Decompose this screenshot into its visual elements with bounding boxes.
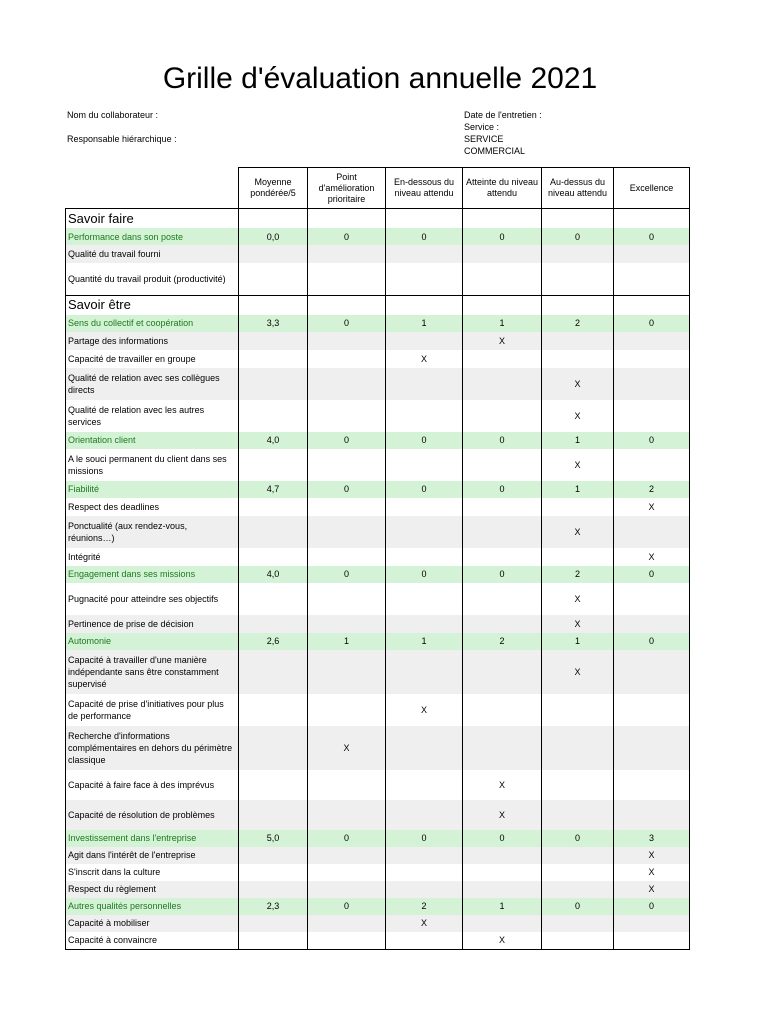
rating-cell: X xyxy=(386,350,463,368)
average-cell xyxy=(239,368,308,400)
rating-cell xyxy=(542,694,614,726)
rating-cell xyxy=(614,694,690,726)
criterion-row xyxy=(66,615,690,633)
header-row xyxy=(66,168,690,209)
criterion-row xyxy=(66,694,690,726)
col-header: Point d'amélioration prioritaire xyxy=(308,168,386,209)
average-cell: 4,0 xyxy=(239,432,308,449)
date-label: Date de l'entretien : xyxy=(464,110,542,120)
rating-cell xyxy=(386,449,463,481)
rating-cell: 0 xyxy=(614,633,690,650)
section-row xyxy=(66,295,690,315)
section-cell xyxy=(614,295,690,315)
rating-cell: 0 xyxy=(308,830,386,847)
rating-cell: 0 xyxy=(386,481,463,498)
rating-cell xyxy=(386,650,463,694)
average-cell xyxy=(239,694,308,726)
average-cell xyxy=(239,932,308,950)
rating-cell xyxy=(614,800,690,830)
rating-cell xyxy=(542,915,614,932)
rating-cell xyxy=(542,263,614,295)
category-label: Sens du collectif et coopération xyxy=(66,315,239,332)
rating-cell: X xyxy=(614,864,690,881)
rating-cell xyxy=(542,548,614,566)
criterion-row xyxy=(66,548,690,566)
rating-cell: 1 xyxy=(308,633,386,650)
rating-cell: 1 xyxy=(542,481,614,498)
rating-cell: X xyxy=(463,800,542,830)
rating-cell: X xyxy=(308,726,386,770)
category-row xyxy=(66,228,690,245)
rating-cell xyxy=(614,915,690,932)
average-cell: 3,3 xyxy=(239,315,308,332)
rating-cell: 0 xyxy=(542,898,614,915)
rating-cell xyxy=(463,368,542,400)
page-title: Grille d'évaluation annuelle 2021 xyxy=(162,62,598,95)
section-title: Savoir être xyxy=(66,295,239,315)
criterion-row xyxy=(66,881,690,898)
average-cell xyxy=(239,864,308,881)
rating-cell xyxy=(308,332,386,350)
rating-cell: 0 xyxy=(386,228,463,245)
rating-cell: X xyxy=(542,400,614,432)
section-cell xyxy=(386,295,463,315)
rating-cell xyxy=(614,583,690,615)
rating-cell xyxy=(542,770,614,800)
average-cell xyxy=(239,847,308,864)
section-cell xyxy=(386,209,463,229)
rating-cell: X xyxy=(542,615,614,633)
rating-cell xyxy=(463,864,542,881)
criterion-row xyxy=(66,516,690,548)
rating-cell: X xyxy=(614,881,690,898)
criterion-label: Qualité du travail fourni xyxy=(66,245,239,263)
meta-left xyxy=(67,109,177,145)
rating-cell xyxy=(614,932,690,950)
rating-cell: X xyxy=(542,583,614,615)
criterion-label: Partage des informations xyxy=(66,332,239,350)
rating-cell xyxy=(463,650,542,694)
criterion-row xyxy=(66,864,690,881)
average-cell xyxy=(239,332,308,350)
criterion-row xyxy=(66,332,690,350)
responsable-label: Responsable hiérarchique : xyxy=(67,134,177,144)
section-cell xyxy=(614,209,690,229)
average-cell: 4,0 xyxy=(239,566,308,583)
category-label: Engagement dans ses missions xyxy=(66,566,239,583)
rating-cell xyxy=(386,516,463,548)
criterion-row xyxy=(66,770,690,800)
criterion-label: Respect du règlement xyxy=(66,881,239,898)
criterion-label: Capacité à convaincre xyxy=(66,932,239,950)
rating-cell: 1 xyxy=(542,633,614,650)
rating-cell xyxy=(308,800,386,830)
rating-cell: X xyxy=(542,516,614,548)
category-row xyxy=(66,315,690,332)
rating-cell xyxy=(463,245,542,263)
average-cell xyxy=(239,400,308,432)
rating-cell xyxy=(463,694,542,726)
section-title: Savoir faire xyxy=(66,209,239,229)
rating-cell xyxy=(542,881,614,898)
rating-cell: 0 xyxy=(386,566,463,583)
rating-cell xyxy=(463,548,542,566)
criterion-label: Qualité de relation avec les autres services xyxy=(66,400,239,432)
rating-cell xyxy=(308,847,386,864)
rating-cell xyxy=(386,583,463,615)
rating-cell xyxy=(386,332,463,350)
section-cell xyxy=(239,295,308,315)
criterion-label: Ponctualité (aux rendez-vous, réunions…) xyxy=(66,516,239,548)
rating-cell: 0 xyxy=(542,228,614,245)
rating-cell xyxy=(542,847,614,864)
rating-cell: 1 xyxy=(463,315,542,332)
category-row xyxy=(66,898,690,915)
rating-cell xyxy=(386,245,463,263)
rating-cell: 1 xyxy=(386,315,463,332)
rating-cell: 1 xyxy=(386,633,463,650)
section-cell xyxy=(308,295,386,315)
table-body xyxy=(66,209,690,950)
rating-cell: 0 xyxy=(308,315,386,332)
rating-cell xyxy=(542,864,614,881)
rating-cell: 0 xyxy=(386,830,463,847)
col-header: Au-dessus du niveau attendu xyxy=(542,168,614,209)
rating-cell: X xyxy=(386,694,463,726)
rating-cell: 1 xyxy=(542,432,614,449)
rating-cell: 0 xyxy=(386,432,463,449)
criterion-row xyxy=(66,932,690,950)
average-cell xyxy=(239,726,308,770)
rating-cell: 0 xyxy=(463,566,542,583)
criterion-label: Agit dans l'intérêt de l'entreprise xyxy=(66,847,239,864)
criterion-label: Capacité de résolution de problèmes xyxy=(66,800,239,830)
rating-cell xyxy=(308,694,386,726)
rating-cell xyxy=(463,263,542,295)
category-row xyxy=(66,432,690,449)
rating-cell xyxy=(308,516,386,548)
rating-cell: X xyxy=(614,498,690,516)
criterion-label: Pertinence de prise de décision xyxy=(66,615,239,633)
rating-cell xyxy=(542,332,614,350)
rating-cell: X xyxy=(542,449,614,481)
average-cell xyxy=(239,263,308,295)
rating-cell xyxy=(308,881,386,898)
average-cell: 2,3 xyxy=(239,898,308,915)
rating-cell xyxy=(308,400,386,432)
evaluation-table xyxy=(65,167,690,950)
rating-cell: 2 xyxy=(463,633,542,650)
rating-cell xyxy=(386,615,463,633)
average-cell xyxy=(239,881,308,898)
rating-cell xyxy=(614,368,690,400)
rating-cell xyxy=(308,350,386,368)
rating-cell xyxy=(463,449,542,481)
average-cell xyxy=(239,245,308,263)
rating-cell xyxy=(386,368,463,400)
rating-cell xyxy=(308,864,386,881)
average-cell: 2,6 xyxy=(239,633,308,650)
average-cell xyxy=(239,449,308,481)
criterion-row xyxy=(66,350,690,368)
rating-cell: X xyxy=(542,650,614,694)
category-label: Fiabilité xyxy=(66,481,239,498)
rating-cell xyxy=(542,498,614,516)
rating-cell xyxy=(386,932,463,950)
section-row xyxy=(66,209,690,229)
col-header: Atteinte du niveau attendu xyxy=(463,168,542,209)
rating-cell xyxy=(614,650,690,694)
rating-cell xyxy=(614,516,690,548)
rating-cell xyxy=(308,263,386,295)
rating-cell xyxy=(542,800,614,830)
rating-cell xyxy=(463,350,542,368)
section-cell xyxy=(463,295,542,315)
rating-cell xyxy=(308,449,386,481)
meta-right xyxy=(464,109,544,157)
category-label: Investissement dans l'entreprise xyxy=(66,830,239,847)
rating-cell: 2 xyxy=(542,566,614,583)
category-row xyxy=(66,566,690,583)
rating-cell xyxy=(463,583,542,615)
rating-cell xyxy=(614,449,690,481)
criterion-row xyxy=(66,650,690,694)
rating-cell xyxy=(542,932,614,950)
rating-cell xyxy=(308,650,386,694)
category-label: Autres qualités personnelles xyxy=(66,898,239,915)
criterion-label: Recherche d'informations complémentaires en dehors du périmètre classique xyxy=(66,726,239,770)
rating-cell xyxy=(463,847,542,864)
rating-cell xyxy=(542,350,614,368)
rating-cell: 0 xyxy=(308,481,386,498)
criterion-row xyxy=(66,263,690,295)
criterion-row xyxy=(66,800,690,830)
rating-cell xyxy=(614,615,690,633)
rating-cell xyxy=(308,932,386,950)
rating-cell xyxy=(614,726,690,770)
rating-cell xyxy=(463,400,542,432)
rating-cell: 1 xyxy=(463,898,542,915)
rating-cell xyxy=(542,245,614,263)
category-row xyxy=(66,481,690,498)
rating-cell xyxy=(308,498,386,516)
criterion-row xyxy=(66,400,690,432)
rating-cell xyxy=(308,583,386,615)
average-cell xyxy=(239,548,308,566)
collaborateur-label: Nom du collaborateur : xyxy=(67,110,159,120)
category-row xyxy=(66,830,690,847)
section-cell xyxy=(542,209,614,229)
rating-cell xyxy=(463,516,542,548)
criterion-row xyxy=(66,498,690,516)
rating-cell: 0 xyxy=(542,830,614,847)
rating-cell: 0 xyxy=(308,898,386,915)
rating-cell: 0 xyxy=(614,898,690,915)
criterion-label: Capacité de travailler en groupe xyxy=(66,350,239,368)
rating-cell xyxy=(614,245,690,263)
criterion-label: Capacité de prise d'initiatives pour plus de performance xyxy=(66,694,239,726)
service-value: SERVICE COMMERCIAL xyxy=(464,134,526,156)
rating-cell xyxy=(308,915,386,932)
rating-cell: 0 xyxy=(463,481,542,498)
rating-cell xyxy=(614,770,690,800)
rating-cell xyxy=(386,800,463,830)
criterion-label: S'inscrit dans la culture xyxy=(66,864,239,881)
rating-cell xyxy=(386,881,463,898)
rating-cell: 0 xyxy=(308,566,386,583)
rating-cell xyxy=(463,726,542,770)
rating-cell: 0 xyxy=(614,432,690,449)
criterion-label: A le souci permanent du client dans ses missions xyxy=(66,449,239,481)
criterion-label: Capacité à faire face à des imprévus xyxy=(66,770,239,800)
rating-cell xyxy=(386,400,463,432)
average-cell xyxy=(239,770,308,800)
category-row xyxy=(66,633,690,650)
rating-cell: 0 xyxy=(614,228,690,245)
rating-cell: 2 xyxy=(542,315,614,332)
rating-cell xyxy=(386,548,463,566)
rating-cell xyxy=(614,400,690,432)
criterion-label: Capacité à travailler d'une manière indépendante sans être constamment supervisé xyxy=(66,650,239,694)
rating-cell: 0 xyxy=(614,566,690,583)
criterion-label: Intégrité xyxy=(66,548,239,566)
rating-cell xyxy=(386,770,463,800)
criterion-label: Quantité du travail produit (productivité) xyxy=(66,263,239,295)
section-cell xyxy=(542,295,614,315)
service-label: Service : xyxy=(464,122,500,132)
rating-cell xyxy=(614,332,690,350)
rating-cell xyxy=(386,864,463,881)
rating-cell: 0 xyxy=(463,228,542,245)
rating-cell xyxy=(614,263,690,295)
rating-cell xyxy=(463,498,542,516)
average-cell xyxy=(239,615,308,633)
rating-cell: 0 xyxy=(308,432,386,449)
average-cell xyxy=(239,915,308,932)
rating-cell xyxy=(386,263,463,295)
criterion-row xyxy=(66,449,690,481)
rating-cell xyxy=(308,548,386,566)
average-cell xyxy=(239,350,308,368)
average-cell: 5,0 xyxy=(239,830,308,847)
average-cell xyxy=(239,516,308,548)
rating-cell: 0 xyxy=(308,228,386,245)
rating-cell: X xyxy=(463,932,542,950)
category-label: Orientation client xyxy=(66,432,239,449)
rating-cell xyxy=(308,770,386,800)
criterion-row xyxy=(66,915,690,932)
criterion-row xyxy=(66,245,690,263)
average-cell: 4,7 xyxy=(239,481,308,498)
rating-cell: 0 xyxy=(463,830,542,847)
section-cell xyxy=(463,209,542,229)
rating-cell: 0 xyxy=(463,432,542,449)
rating-cell xyxy=(463,615,542,633)
criterion-row xyxy=(66,368,690,400)
rating-cell: X xyxy=(542,368,614,400)
col-header: En-dessous du niveau attendu xyxy=(386,168,463,209)
rating-cell xyxy=(463,881,542,898)
criterion-label: Qualité de relation avec ses collègues directs xyxy=(66,368,239,400)
rating-cell xyxy=(386,498,463,516)
criterion-row xyxy=(66,726,690,770)
criterion-label: Pugnacité pour atteindre ses objectifs xyxy=(66,583,239,615)
rating-cell xyxy=(542,726,614,770)
rating-cell: 3 xyxy=(614,830,690,847)
rating-cell xyxy=(308,615,386,633)
average-cell xyxy=(239,498,308,516)
average-cell xyxy=(239,800,308,830)
col-header: Excellence xyxy=(614,168,690,209)
header-blank xyxy=(66,168,239,209)
category-label: Automonie xyxy=(66,633,239,650)
rating-cell xyxy=(308,245,386,263)
rating-cell xyxy=(308,368,386,400)
category-label: Performance dans son poste xyxy=(66,228,239,245)
rating-cell: X xyxy=(463,332,542,350)
section-cell xyxy=(308,209,386,229)
rating-cell xyxy=(386,847,463,864)
criterion-row xyxy=(66,847,690,864)
criterion-row xyxy=(66,583,690,615)
rating-cell xyxy=(386,726,463,770)
rating-cell: X xyxy=(463,770,542,800)
average-cell: 0,0 xyxy=(239,228,308,245)
rating-cell: X xyxy=(386,915,463,932)
rating-cell: 0 xyxy=(614,315,690,332)
average-cell xyxy=(239,583,308,615)
rating-cell xyxy=(614,350,690,368)
rating-cell xyxy=(463,915,542,932)
rating-cell: X xyxy=(614,847,690,864)
rating-cell: 2 xyxy=(614,481,690,498)
rating-cell: X xyxy=(614,548,690,566)
criterion-label: Respect des deadlines xyxy=(66,498,239,516)
rating-cell: 2 xyxy=(386,898,463,915)
section-cell xyxy=(239,209,308,229)
col-header: Moyenne pondérée/5 xyxy=(239,168,308,209)
average-cell xyxy=(239,650,308,694)
criterion-label: Capacité à mobiliser xyxy=(66,915,239,932)
